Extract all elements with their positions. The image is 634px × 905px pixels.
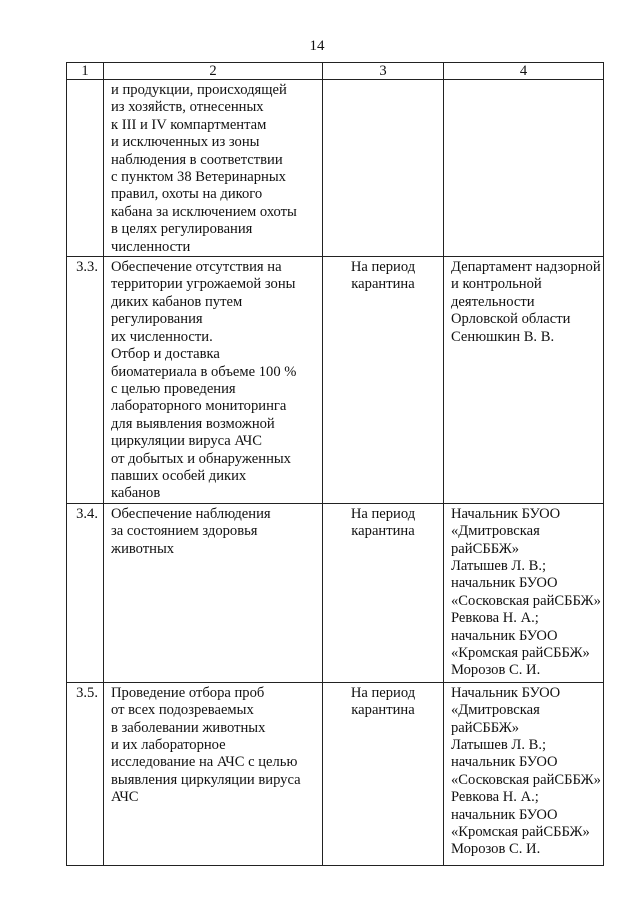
cell-line: наблюдения в соответствии — [111, 151, 283, 168]
cell-line: биоматериала в объеме 100 % — [111, 363, 297, 380]
cell-line: численности — [111, 238, 191, 255]
cell-line: Морозов С. И. — [451, 662, 541, 679]
cell-line: «Сосковская райСББЖ» — [451, 592, 601, 609]
cell-line: АЧС — [111, 789, 139, 806]
cell-line: для выявления возможной — [111, 415, 275, 432]
cell-line: павших особей диких — [111, 467, 247, 484]
cell-line: правил, охоты на дикого — [111, 186, 263, 203]
cell-line: выявления циркуляции вируса — [111, 771, 301, 788]
cell-line: регулирования — [111, 311, 203, 328]
cell-line: из хозяйств, отнесенных — [111, 99, 264, 116]
cell-line: карантина — [351, 276, 415, 293]
table-row — [67, 682, 604, 865]
header-cell-2: 2 — [104, 63, 323, 80]
row-period — [323, 682, 444, 865]
cell-line: райСББЖ» — [451, 540, 520, 557]
cell-line: Отбор и доставка — [111, 346, 220, 363]
cell-line: Ревкова Н. А.; — [451, 610, 539, 627]
row-description — [104, 682, 323, 865]
table-header-row — [67, 63, 604, 80]
cell-line: Ревкова Н. А.; — [451, 789, 539, 806]
cell-line: На период — [350, 684, 416, 701]
cell-line: и контрольной — [451, 276, 542, 293]
cell-line: «Дмитровская — [451, 523, 540, 540]
cell-line: Обеспечение наблюдения — [111, 505, 271, 522]
cell-line: Департамент надзорной — [451, 259, 601, 276]
cell-line: к III и IV компартментам — [111, 116, 267, 133]
cell-line: исследование на АЧС с целью — [111, 754, 298, 771]
cell-line: Латышев Л. В.; — [451, 557, 547, 574]
row-period — [323, 80, 444, 257]
cell-line: «Сосковская райСББЖ» — [451, 771, 601, 788]
cell-line: деятельности — [451, 293, 535, 310]
header-cell-1: 1 — [67, 63, 104, 80]
cell-line: карантина — [351, 523, 415, 540]
row-period — [323, 257, 444, 504]
row-number: 3.5. — [67, 682, 104, 865]
row-period — [323, 503, 444, 682]
measures-table — [66, 62, 604, 866]
cell-line: На период — [350, 505, 416, 522]
row-responsible — [444, 257, 604, 504]
cell-line: территории угрожаемой зоны — [111, 276, 296, 293]
cell-line: лабораторного мониторинга — [111, 398, 287, 415]
cell-line: и их лабораторное — [111, 737, 226, 754]
page-number: 14 — [309, 38, 325, 54]
cell-line: райСББЖ» — [451, 719, 520, 736]
header-cell-3: 3 — [323, 63, 444, 80]
cell-line: кабана за исключением охоты — [111, 203, 297, 220]
cell-line: начальник БУОО — [451, 575, 558, 592]
row-number: 3.3. — [67, 257, 104, 504]
row-responsible — [444, 80, 604, 257]
row-responsible — [444, 503, 604, 682]
cell-line: Обеспечение отсутствия на — [111, 259, 282, 276]
cell-line: в заболевании животных — [111, 719, 266, 736]
header-cell-4: 4 — [444, 63, 604, 80]
cell-line: за состоянием здоровья — [111, 523, 258, 540]
table-row — [67, 80, 604, 257]
row-description — [104, 503, 323, 682]
cell-line: с целью проведения — [111, 380, 236, 397]
cell-line: Латышев Л. В.; — [451, 737, 547, 754]
cell-line: животных — [111, 540, 175, 557]
cell-line: от добытых и обнаруженных — [111, 450, 291, 467]
cell-line: их численности. — [111, 328, 213, 345]
cell-line: Проведение отбора проб — [111, 684, 265, 701]
cell-line: кабанов — [111, 485, 161, 502]
cell-line: Орловской области — [451, 311, 571, 328]
row-number: 3.4. — [67, 503, 104, 682]
cell-line: На период — [350, 259, 416, 276]
cell-line: в целях регулирования — [111, 221, 253, 238]
table-row — [67, 257, 604, 504]
cell-line: Начальник БУОО — [451, 505, 561, 522]
cell-line: начальник БУОО — [451, 806, 558, 823]
cell-line: карантина — [351, 702, 415, 719]
cell-line: диких кабанов путем — [111, 293, 243, 310]
row-number — [67, 80, 104, 257]
cell-line: начальник БУОО — [451, 627, 558, 644]
cell-line: от всех подозреваемых — [111, 702, 254, 719]
cell-line: циркуляции вируса АЧС — [111, 433, 262, 450]
cell-line: Начальник БУОО — [451, 684, 561, 701]
cell-line: и исключенных из зоны — [111, 134, 260, 151]
cell-line: Морозов С. И. — [451, 841, 541, 858]
cell-line: «Кромская райСББЖ» — [451, 824, 590, 841]
cell-line: Сенюшкин В. В. — [451, 328, 555, 345]
table-row — [67, 503, 604, 682]
row-description — [104, 257, 323, 504]
row-responsible — [444, 682, 604, 865]
cell-line: с пунктом 38 Ветеринарных — [111, 169, 286, 186]
cell-line: и продукции, происходящей — [111, 82, 287, 98]
cell-line: начальник БУОО — [451, 754, 558, 771]
cell-line: «Дмитровская — [451, 702, 540, 719]
row-description — [104, 80, 323, 257]
cell-line: «Кромская райСББЖ» — [451, 645, 590, 661]
